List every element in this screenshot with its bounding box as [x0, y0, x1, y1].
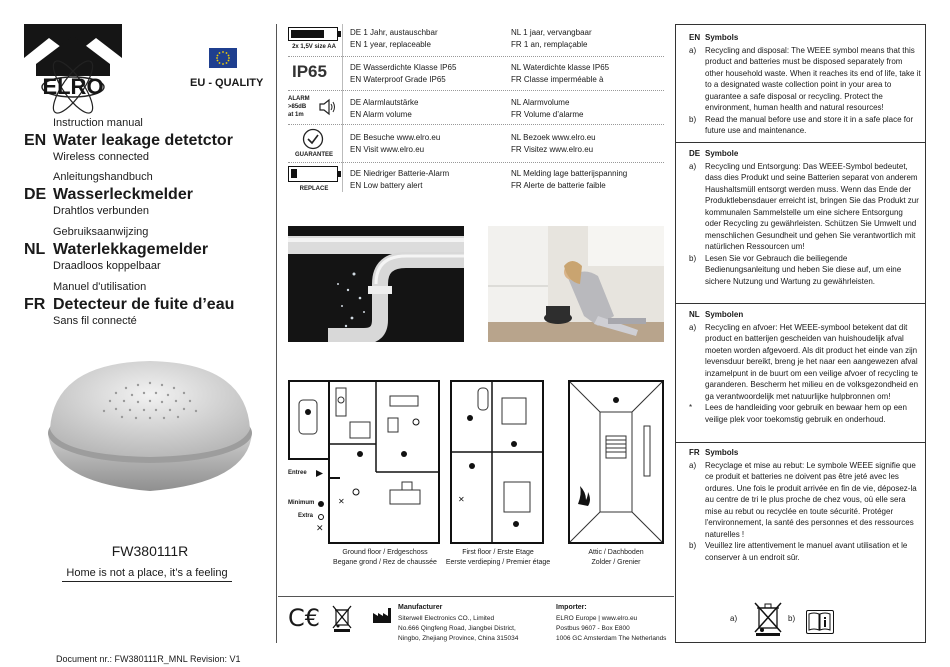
importer-line: 1006 GC Amsterdam The Netherlands [556, 635, 667, 642]
manufacturer-icon [372, 606, 392, 629]
item-text: Recycling en afvoer: Het WEEE-symbool betekent dat dit product en batterijen gescheiden van huishoudelijk afval moeten worden afgevoerd. Als dit product het einde van zijn levensduur bereikt, breng je het naar een aangewezen afval inzamelpunt in de buurt om een veilige afvoer of recycling te garanderen. Bescherm het milieu en de volksgezondheid en ga verantwoordelijk met natuurlijke hulpbronnen om! [705, 322, 919, 401]
exclude-marker-icon: ✕ [316, 523, 324, 533]
spec-text-fr: FR 1 an, remplaçable [511, 40, 588, 49]
manual-type: Manuel d'utilisation [53, 281, 147, 293]
weee-icon [331, 604, 353, 637]
guarantee-icon [302, 128, 324, 155]
symbol-label-b: b) [788, 614, 796, 623]
spec-text-en: EN Waterproof Grade IP65 [350, 75, 446, 84]
importer-heading: Importer: [556, 604, 587, 611]
caption-line: Begane grond / Rez de chaussée [333, 559, 437, 566]
caption-line: Zolder / Grenier [591, 559, 641, 566]
item-letter: b) [689, 114, 697, 124]
floorplan-attic [568, 380, 664, 544]
ce-mark-icon: C€ [288, 604, 321, 632]
spec-text-fr: FR Alerte de batterie faible [511, 181, 606, 190]
spec-text-fr: FR Volume d’alarme [511, 110, 584, 119]
item-text: Recyclage et mise au rebut: Le symbole WEEE signifie que ce produit et batteries ne doivent pas être jeté avec les ordures. Une fois le produit arrivée en fin de vie, déposez-la au centre de tri le plus proche de chez vous, où elle sera mise au rebut ou recyclée en toute sécurité. Protéger l'environnement, la santé des personnes et des ressources naturelles ! [705, 460, 917, 539]
section-separator [676, 303, 925, 304]
floorplan-first [450, 380, 544, 544]
caption-line: Eerste verdieping / Premier étage [445, 559, 551, 566]
section-heading: Symbols [705, 33, 739, 42]
column-divider [276, 24, 277, 643]
caption-line: Ground floor / Erdgeschoss [342, 549, 428, 556]
row-separator [288, 90, 664, 91]
manufacturer-line: Ningbo, Zhejiang Province, China 315034 [398, 635, 519, 642]
item-text: Recycling und Entsorgung: Das WEEE-Symbol bedeutet, dass dies Produkt und seine Batterien separat von anderem Haushaltsmüll entsorgt werden muss. Wenn das Ende der Produktlebensdauer erreicht ist, bringen Sie das Produkt zur kommunalen Sammelstelle um eine sichere Entsorgung oder Recycling zu gewährleisten. Schützen Sie Umwelt und menschlichen Gesundheit und gehen Sie verantwortlich mit natürlichen Ressourcen um! [705, 161, 919, 251]
legend-extra: Extra [298, 513, 314, 519]
eu-flag-icon [209, 48, 237, 68]
spec-text-de: DE Besuche www.elro.eu [350, 133, 441, 142]
manual-description: Wireless connected [53, 151, 149, 163]
item-text: Lesen Sie vor Gebrauch die beiliegende Bedienungsanleitung und heben Sie diese auf, um eine sichere Nutzung und Wartung zu gewährleisten. [705, 253, 902, 286]
floorplan-caption-ground [320, 548, 450, 568]
item-letter: a) [689, 45, 697, 55]
section-heading: Symbolen [705, 310, 744, 319]
alarm-volume-icon: ALARM >85dB at 1m [288, 96, 310, 118]
manual-title: Waterlekkagemelder [53, 241, 209, 258]
floorplan-garage [288, 380, 328, 460]
row-separator [288, 124, 664, 125]
manufacturer-line: No.666 Qingfeng Road, Jiangbei District, [398, 625, 516, 632]
slogan: Home is not a place, it’s a feeling [62, 567, 232, 582]
spec-text-nl: NL Melding lage batterijspanning [511, 169, 628, 178]
section-separator [676, 142, 925, 143]
manual-description: Draadloos koppelbaar [53, 260, 161, 272]
svg-text:✕: ✕ [458, 495, 465, 504]
model-number: FW380111R [111, 543, 189, 559]
manual-type: Gebruiksaanwijzing [53, 226, 149, 238]
caption-line: First floor / Erste Etage [462, 549, 534, 556]
item-text: Lees de handleiding voor gebruik en bewaar hem op een veilige plek voor toekomstig gebruik en onderhoud. [705, 403, 907, 424]
manual-title: Wasserleckmelder [53, 186, 193, 203]
item-letter: a) [689, 322, 697, 332]
spec-text-en: EN Visit www.elro.eu [350, 145, 425, 154]
manual-title: Water leakage detetctor [53, 132, 233, 149]
extra-marker-icon [318, 514, 324, 520]
spec-text-nl: NL Waterdichte klasse IP65 [511, 63, 610, 72]
language-code: DE [24, 186, 47, 203]
spec-text-en: EN 1 year, replaceable [350, 40, 431, 49]
symbols-section-de [689, 148, 921, 287]
logo-text: ELRO [42, 74, 104, 99]
svg-text:✕: ✕ [338, 497, 345, 506]
floorplan-caption-attic [566, 548, 666, 568]
item-letter: * [689, 403, 693, 412]
section-lang: FR [689, 448, 700, 457]
language-code: EN [24, 132, 47, 149]
floorplan-ground [328, 380, 440, 544]
spec-text-nl: NL 1 jaar, vervangbaar [511, 28, 592, 37]
elro-logo [24, 24, 122, 122]
legend-minimum: Minimum [288, 500, 315, 506]
item-text: Recycling and disposal: The WEEE symbol means that this product and batteries must be disposed separately from other household waste. When it reaches its end of life, take it to a designated waste collection point in your area to guarantee a safe disposal or recycling. Protect the environment, human health and natural resources! [705, 45, 921, 112]
weee-bin-icon [749, 601, 787, 637]
row-separator [288, 56, 664, 57]
legend-entree: Entree [288, 470, 307, 476]
footer-separator [278, 596, 674, 597]
manual-description: Sans fil connecté [53, 315, 137, 327]
symbols-section-en [689, 32, 921, 137]
spec-text-en: EN Low battery alert [350, 181, 423, 190]
spec-text-de: DE Alarmlautstärke [350, 98, 419, 107]
minimum-marker-icon [318, 501, 324, 507]
item-letter: b) [689, 253, 697, 263]
floorplan-caption-first [436, 548, 560, 568]
spec-text-fr: FR Visitez www.elro.eu [511, 145, 594, 154]
leaking-pipe-photo [288, 226, 464, 342]
entree-arrow-icon [316, 470, 323, 477]
manual-description: Drahtlos verbunden [53, 205, 150, 217]
guarantee-caption: GUARANTEE [294, 152, 333, 158]
importer-line: Postbus 9607 - Box E800 [556, 625, 630, 632]
symbols-section-fr [689, 447, 921, 563]
row-separator [288, 162, 664, 163]
spec-text-fr: FR Classe imperméable à [511, 75, 604, 84]
manual-type: Anleitungshandbuch [53, 171, 153, 183]
importer-line: ELRO Europe | www.elro.eu [556, 615, 638, 622]
item-letter: a) [689, 460, 697, 470]
speaker-icon [318, 97, 338, 122]
caption-line: Attic / Dachboden [588, 549, 644, 556]
spec-text-de: DE 1 Jahr, austauschbar [350, 28, 438, 37]
spec-text-en: EN Alarm volume [350, 110, 412, 119]
read-manual-icon [806, 610, 834, 634]
section-lang: DE [689, 149, 701, 158]
revision: Revision: V1 [190, 654, 241, 664]
section-lang: EN [689, 33, 701, 42]
spec-text-de: DE Niedriger Batterie-Alarm [350, 169, 450, 178]
section-heading: Symbole [705, 149, 739, 158]
replace-battery-icon [288, 166, 338, 182]
manufacturer-line: Siterwell Electronics CO., Limited [398, 615, 495, 622]
manual-title: Detecteur de fuite d’eau [53, 296, 235, 313]
document-number: Document nr.: FW380111R_MNL [56, 654, 188, 664]
spec-divider [342, 24, 343, 192]
item-text: Veuillez lire attentivement le manuel avant utilisation et le conserver à un endroit sûr. [705, 541, 908, 562]
eu-quality-label: EU - QUALITY [190, 77, 264, 89]
ip65-icon: IP65 [292, 62, 327, 81]
language-code: NL [24, 241, 46, 258]
item-text: Read the manual before use and store it in a safe place for future use and maintenance. [705, 114, 914, 135]
battery-icon [288, 27, 338, 41]
spec-text-de: DE Wasserdichte Klasse IP65 [350, 63, 457, 72]
manual-type: Instruction manual [53, 117, 143, 129]
item-letter: b) [689, 541, 697, 550]
spec-text-nl: NL Alarmvolume [511, 98, 570, 107]
section-heading: Symbols [705, 448, 739, 457]
symbols-section-nl [689, 309, 921, 425]
spec-text-nl: NL Bezoek www.elro.eu [511, 133, 596, 142]
replace-caption: REPLACE [299, 186, 329, 192]
symbol-label-a: a) [730, 614, 738, 623]
section-separator [676, 442, 925, 443]
battery-caption: 2x 1,5V size AA [292, 44, 336, 50]
language-code: FR [24, 296, 46, 313]
woman-cleaning-photo [488, 226, 664, 342]
section-lang: NL [689, 310, 700, 319]
product-image [40, 355, 260, 505]
manufacturer-heading: Manufacturer [398, 604, 443, 611]
item-letter: a) [689, 161, 697, 171]
